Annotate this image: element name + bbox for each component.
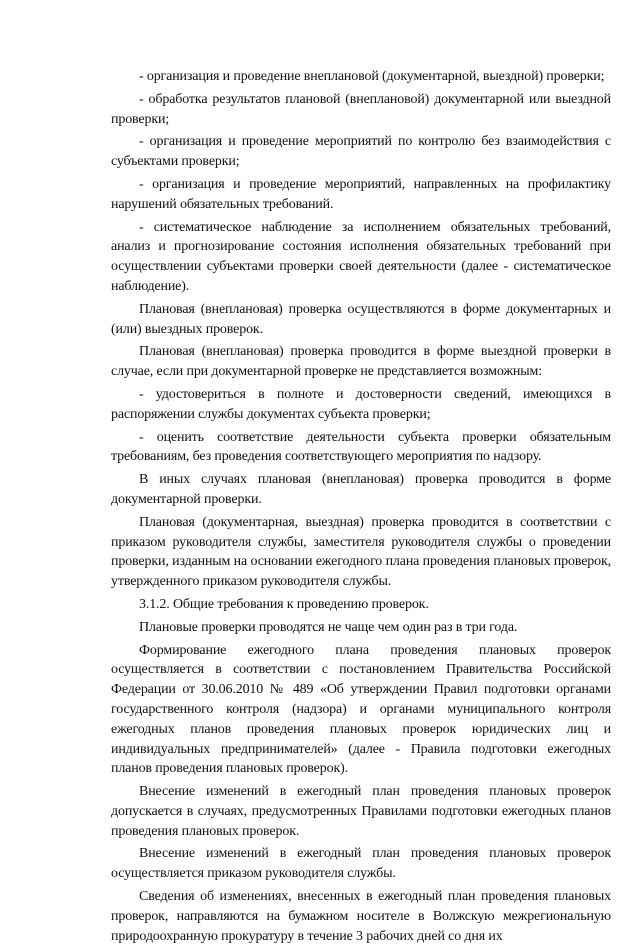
paragraph-field-inspection-case: Плановая (внеплановая) проверка проводится в форме выездной проверки в случае, если при документарной проверке не представляется возможным: xyxy=(111,344,611,380)
paragraph-assess-compliance: - оценить соответствие деятельности субъекта проверки обязательным требованиям, без проведения соответствующего мероприятия по надзору. xyxy=(111,429,611,465)
paragraph-changes-notification: Сведения об изменениях, внесенных в ежегодный план проведения плановых проверок, направляются на бумажном носителе в Волжскую межрегиональную природоохранную прокуратуру в течение 3 рабочих дней со дня их xyxy=(111,889,611,944)
section-heading-3-1-2: 3.1.2. Общие требования к проведению проверок. xyxy=(139,596,429,612)
paragraph-unscheduled-inspection: - организация и проведение внеплановой (документарной, выездной) проверки; xyxy=(139,69,605,84)
paragraph-plan-changes-allowed: Внесение изменений в ежегодный план проведения плановых проверок допускается в случаях, предусмотренных Правилами подготовки ежегодных планов проведения плановых проверок. xyxy=(111,784,611,839)
paragraph-verify-completeness: - удостовериться в полноте и достоверности сведений, имеющихся в распоряжении службы документах субъекта проверки; xyxy=(111,386,611,422)
paragraph-inspection-forms: Плановая (внеплановая) проверка осуществляются в форме документарных и (или) выездных проверок. xyxy=(111,301,611,337)
paragraph-frequency: Плановые проверки проводятся не чаще чем один раз в три года. xyxy=(139,619,518,635)
paragraph-documentary-inspection: В иных случаях плановая (внеплановая) проверка проводится в форме документарной проверки. xyxy=(111,472,611,507)
paragraph-annual-plan-formation: Формирование ежегодного плана проведения плановых проверок осуществляется в соответствии с постановлением Правительства Российской Федерации от 30.06.2010 № 489 «Об утверждении Правил подготовки органами государственного контроля (надзора) и органами муниципального контроля ежегодных планов проведения плановых проверок юридических лиц и индивидуальных предпринимателей» (далее - Правила подготовки ежегодных планов проведения плановых проверок). xyxy=(111,642,611,777)
paragraph-control-measures: - организация и проведение мероприятий по контролю без взаимодействия с субъектами проверки; xyxy=(111,134,611,170)
paragraph-prevention-measures: - организация и проведение мероприятий, направленных на профилактику нарушений обязательных требований. xyxy=(111,176,611,212)
paragraph-processing-results: - обработка результатов плановой (внеплановой) документарной или выездной проверки; xyxy=(111,91,611,127)
paragraph-order-basis: Плановая (документарная, выездная) проверка проводится в соответствии с приказом руководителя службы, заместителя руководителя службы о проведении проверки, изданным на основании ежегодного плана проведения плановых проверок, утвержденного приказом руководителя службы. xyxy=(111,514,611,590)
paragraph-plan-changes-order: Внесение изменений в ежегодный план проведения плановых проверок осуществляется приказом руководителя службы. xyxy=(111,846,611,882)
document-body xyxy=(111,67,611,949)
paragraph-systematic-observation: - систематическое наблюдение за исполнением обязательных требований, анализ и прогнозирование состояния исполнения обязательных требований при осуществлении субъектами проверки своей деятельности (далее - систематическое наблюдение). xyxy=(111,219,611,294)
